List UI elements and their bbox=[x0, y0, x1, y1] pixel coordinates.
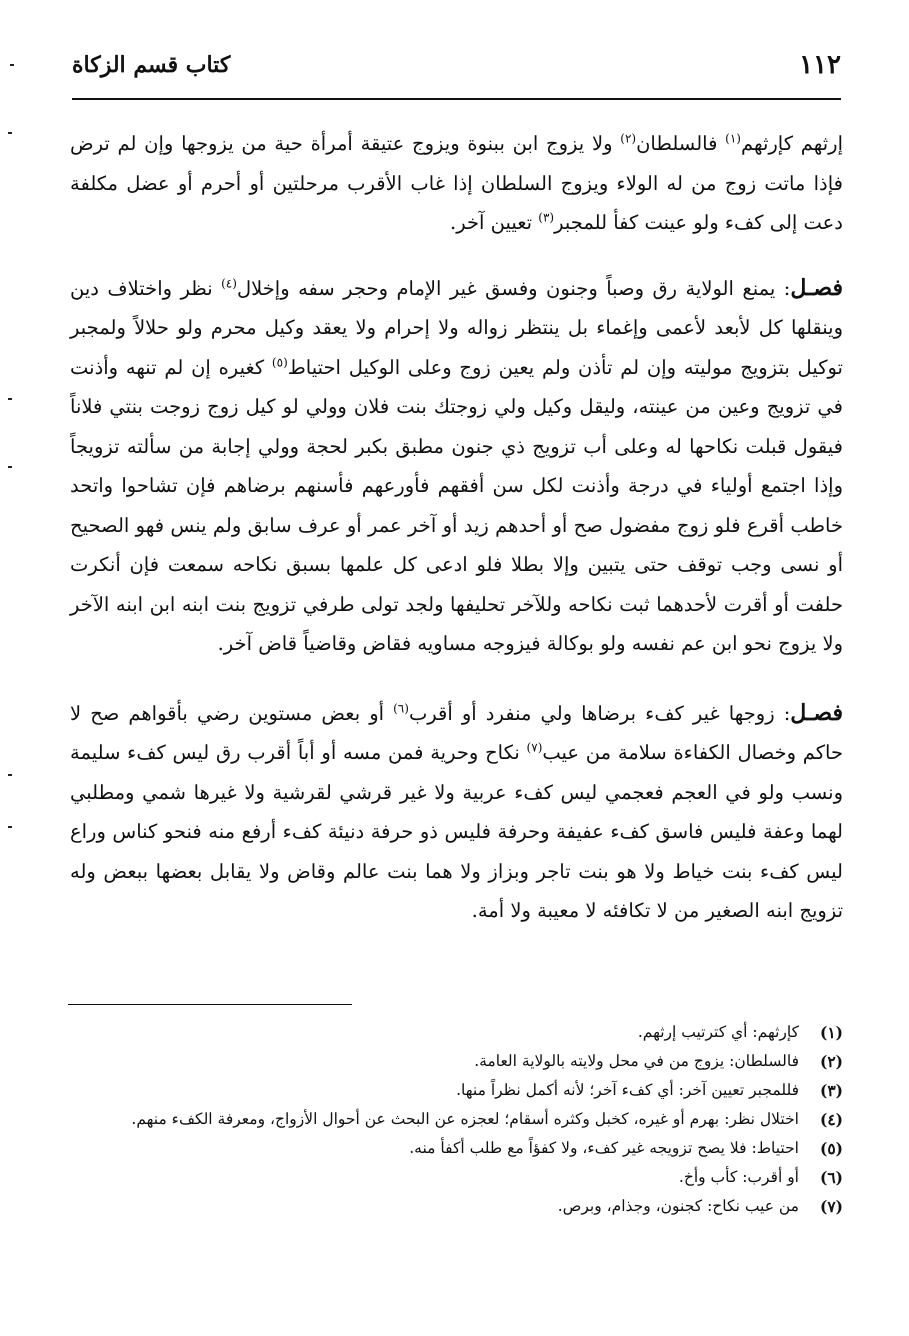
paragraph-1 bbox=[70, 124, 843, 243]
paragraph-text: إرثهم كإرثهم bbox=[740, 132, 843, 155]
footnote-text: أي كفء آخر؛ لأنه أكمل نظراً منها. bbox=[456, 1081, 679, 1099]
header-rule bbox=[72, 98, 841, 100]
footnote-2 bbox=[70, 1047, 843, 1076]
footnote-term: من عيب نكاح: bbox=[707, 1197, 799, 1215]
footnote-text: فلا يصح تزويجه غير كفء، ولا كفؤاً مع طلب أكفأ منه. bbox=[409, 1139, 752, 1157]
running-title: كتاب قسم الزكاة bbox=[72, 52, 231, 78]
footnote-term: فللمجبر تعيين آخر: bbox=[678, 1081, 799, 1099]
paragraph-text: : يمنع الولاية رق وصباً وجنون وفسق غير الإمام وحجر سفه وإخلال bbox=[236, 276, 791, 300]
footnote-6 bbox=[70, 1163, 843, 1192]
footnote-ref: (٧) bbox=[526, 740, 543, 755]
paragraph-text: تعيين آخر. bbox=[450, 211, 539, 234]
footnote-number: (٢) bbox=[819, 1052, 843, 1071]
footnotes bbox=[70, 1018, 843, 1221]
section-heading: فصـل bbox=[790, 699, 843, 726]
margin-mark bbox=[8, 826, 12, 828]
footnote-ref: (٢) bbox=[620, 131, 637, 146]
footnote-text: يزوج من في محل ولايته بالولاية العامة. bbox=[474, 1052, 730, 1070]
margin-mark bbox=[8, 132, 12, 134]
footnote-number: (٥) bbox=[819, 1139, 843, 1158]
footnote-ref: (٥) bbox=[271, 355, 288, 369]
page-number: ١١٢ bbox=[799, 50, 841, 80]
footnote-ref: (١) bbox=[725, 131, 741, 146]
footnote-number: (٧) bbox=[819, 1197, 843, 1216]
margin-mark bbox=[10, 64, 14, 66]
footnote-4 bbox=[70, 1105, 843, 1134]
paragraph-text: فالسلطان bbox=[636, 132, 726, 155]
footnote-number: (١) bbox=[819, 1023, 843, 1042]
footnote-term: فالسلطان: bbox=[729, 1052, 799, 1070]
footnote-3 bbox=[70, 1076, 843, 1105]
footnote-term: كإرثهم: bbox=[752, 1023, 799, 1041]
footnote-ref: (٤) bbox=[221, 276, 237, 290]
page-header bbox=[72, 46, 841, 100]
footnote-term: احتياط: bbox=[751, 1139, 799, 1157]
section-heading: فصـل bbox=[790, 274, 844, 301]
paragraph-text: كغيره إن لم تنهه وأذنت في تزويج وعين من عينته، وليقل وكيل ولي زوجتك بنت فلان وولي لو كيل زوج زوجت بنتي فلاناً فيقول قبلت نكاحها له وعلى أب تزويج ذي جنون مطبق بكبر لحجة وولي إجابة من سألته تزويجاً وإذا اجتمع أولياء في درجة وأذنت لكل سن أفقهم فأورعهم فأسنهم برضاهم فإن تشاحوا واتحد خاطب أقرع فلو زوج مفضول صح أو أحدهم زيد أو آخر عمر أو عرف سابق ولم ينس فهو الصحيح أو نسى وجب توقف حتى يتبين وإلا بطلا فلو ادعى كل علمها بسبق نكاحه سمعت فإن أنكرت حلفت أو أقرت لأحدهما ثبت نكاحه وللآخر تحليفها ولجد تولى طرفي تزويج بنت ابنه ابن ابنه الآخر ولا يزوج نحو ابن عم نفسه ولو بوكالة فيزوجه مساويه فقاض وقاضياً قاض آخر. bbox=[70, 355, 843, 655]
footnote-text: كأب وأخ. bbox=[678, 1168, 743, 1186]
paragraph-2 bbox=[70, 269, 843, 664]
footnote-text: بهرم أو غيره، كخبل وكثره أسقام؛ لعجزه عن البحث عن أحوال الأزواج، ومعرفة الكفء منهم. bbox=[131, 1110, 725, 1128]
footnote-ref: (٦) bbox=[393, 701, 409, 715]
paragraph-text: : زوجها غير كفء برضاها ولي منفرد أو أقرب bbox=[408, 701, 791, 725]
margin-mark bbox=[8, 398, 12, 400]
margin-mark bbox=[8, 466, 12, 468]
footnote-separator bbox=[68, 1004, 352, 1005]
footnote-7 bbox=[70, 1192, 843, 1221]
footnote-text: كجنون، وجذام، وبرص. bbox=[557, 1197, 708, 1215]
footnote-number: (٣) bbox=[819, 1081, 843, 1100]
paragraph-text: ولا يزوج ابن ببنوة ويزوج عتيقة أمرأة حية من يزوجها وإن لم ترض فإذا ماتت زوج من له الولاء ويزوج السلطان إذا غاب الأقرب مرحلتين أو أحرم أو عضل مكلفة دعت إلى كفء ولو عينت كفأ للمجبر bbox=[70, 132, 843, 234]
footnote-term: أو أقرب: bbox=[742, 1168, 799, 1186]
paragraph-3 bbox=[70, 694, 843, 931]
main-text bbox=[70, 124, 843, 957]
paragraph-text: نظر واختلاف دين وينقلها كل لأبعد لأعمى وإغماء بل ينتظر زواله ولا إحرام ولا يعقد وكيل محرم ولو حلالاً ولمجبر توكيل بتزويج موليته وإن لم تأذن ولم يعين زوج وعلى الوكيل احتياط bbox=[70, 276, 843, 379]
margin-mark bbox=[8, 774, 12, 776]
footnote-1 bbox=[70, 1018, 843, 1047]
footnote-text: أي كترتيب إرثهم. bbox=[637, 1023, 753, 1041]
footnote-5 bbox=[70, 1134, 843, 1163]
footnote-ref: (٣) bbox=[538, 210, 555, 225]
footnote-number: (٦) bbox=[819, 1168, 843, 1187]
footnote-term: اختلال نظر: bbox=[724, 1110, 799, 1128]
footnote-number: (٤) bbox=[819, 1110, 843, 1129]
paragraph-text: نكاح وحرية فمن مسه أو أباً أقرب رق ليس كفء سليمة ونسب ولو في العجم فعجمي ليس كفء عربية ولا غير قرشي لقرشية ولا غيرها شمي ومطلبي لهما وعفة فليس فاسق كفء عفيفة وحرفة فليس ذو حرفة دنيئة كفء أرفع منه فنحو كناس وراع ليس كفء بنت خياط ولا هو بنت تاجر وبزاز ولا هما بنت عالم وقاض ولا يقابل بعضها ببعض وله تزويج ابنه الصغير من لا تكافئه لا معيبة ولا أمة. bbox=[70, 741, 843, 922]
paragraph-text: أو بعض مستوين رضي بأقواهم صح لا حاكم وخصال الكفاءة سلامة من عيب bbox=[70, 701, 844, 764]
